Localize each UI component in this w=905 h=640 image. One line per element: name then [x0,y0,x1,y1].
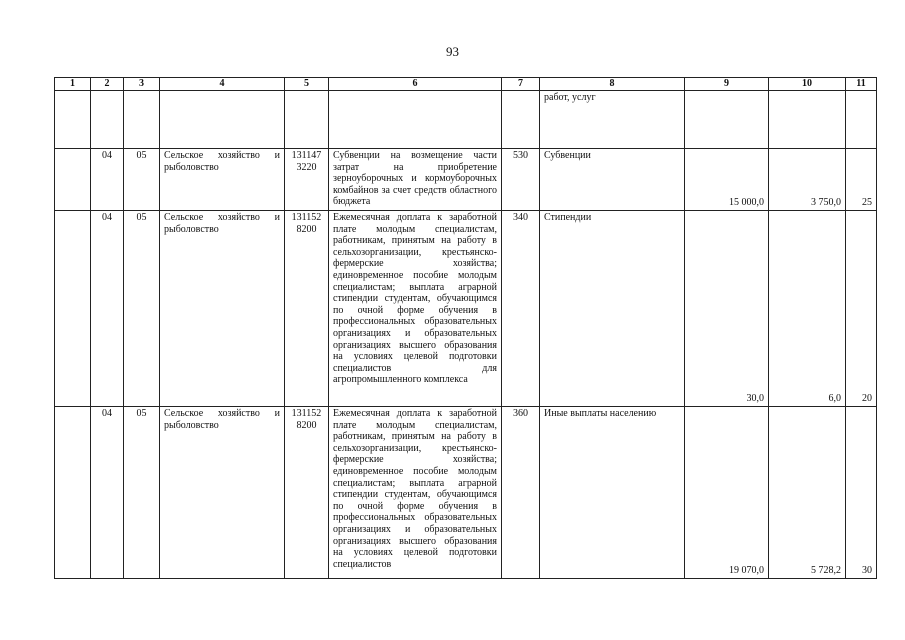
description-cell: Ежемесячная доплата к заработной плате молодым специалистам, работникам, принятым на работу в сельхозорганизации, крестьянско-фермерские хозяйства; единовременное пособие молодым специалистам; выплата аграрной стипендии студентам, обучающимся по очной форме обучения в профессиональных образовательных организациях и образовательных организациях высшего образования на условиях целевой подготовки специалистов для агропромышленного комплекса [329,211,502,407]
amount-cell: 19 070,0 [685,407,769,579]
page-number: 93 [446,44,459,59]
expense-type-cell: Стипендии [540,211,685,407]
percent-cell: 20 [846,211,877,407]
amount-cell: 6,0 [769,211,846,407]
description-cell: Ежемесячная доплата к заработной плате молодым специалистам, работникам, принятым на работу в сельхозорганизации, крестьянско-фермерские хозяйства; единовременное пособие молодым специалистам; выплата аграрной стипендии студентам, обучающимся по очной форме обучения в профессиональных образовательных организациях и образовательных организациях высшего образования на условиях целевой подготовки специалистов [329,407,502,579]
budget-table [54,77,877,579]
section-code-cell: 04 [91,149,124,211]
target-code-cell: 131152 8200 [285,211,329,407]
target-code-cell: 131152 8200 [285,407,329,579]
amount-cell: 3 750,0 [769,149,846,211]
column-header: 2 [91,78,124,91]
section-name-cell: Сельское хозяйство и рыболовство [160,149,285,211]
expense-code-cell: 530 [502,149,540,211]
section-name-cell: Сельское хозяйство и рыболовство [160,211,285,407]
table-row [55,91,877,149]
section-code-cell: 04 [91,211,124,407]
expense-type-cell: работ, услуг [540,91,685,149]
column-header: 6 [329,78,502,91]
amount-cell: 5 728,2 [769,407,846,579]
column-header: 5 [285,78,329,91]
subsection-code-cell: 05 [124,407,160,579]
column-header: 9 [685,78,769,91]
amount-cell: 30,0 [685,211,769,407]
expense-code-cell: 360 [502,407,540,579]
column-header: 7 [502,78,540,91]
column-header: 4 [160,78,285,91]
column-header: 11 [846,78,877,91]
expense-type-cell: Иные выплаты населению [540,407,685,579]
target-code-cell: 131147 3220 [285,149,329,211]
column-header: 3 [124,78,160,91]
header-row [55,78,877,91]
percent-cell: 30 [846,407,877,579]
expense-code-cell: 340 [502,211,540,407]
column-header: 8 [540,78,685,91]
percent-cell: 25 [846,149,877,211]
section-name-cell: Сельское хозяйство и рыболовство [160,407,285,579]
expense-type-cell: Субвенции [540,149,685,211]
subsection-code-cell: 05 [124,211,160,407]
section-code-cell: 04 [91,407,124,579]
column-header: 10 [769,78,846,91]
description-cell: Субвенции на возмещение части затрат на приобретение зерноуборочных и кормоуборочных комбайнов за счет средств областного бюджета [329,149,502,211]
amount-cell: 15 000,0 [685,149,769,211]
column-header: 1 [55,78,91,91]
table-row [55,149,877,211]
table-row [55,407,877,579]
subsection-code-cell: 05 [124,149,160,211]
table-row [55,211,877,407]
